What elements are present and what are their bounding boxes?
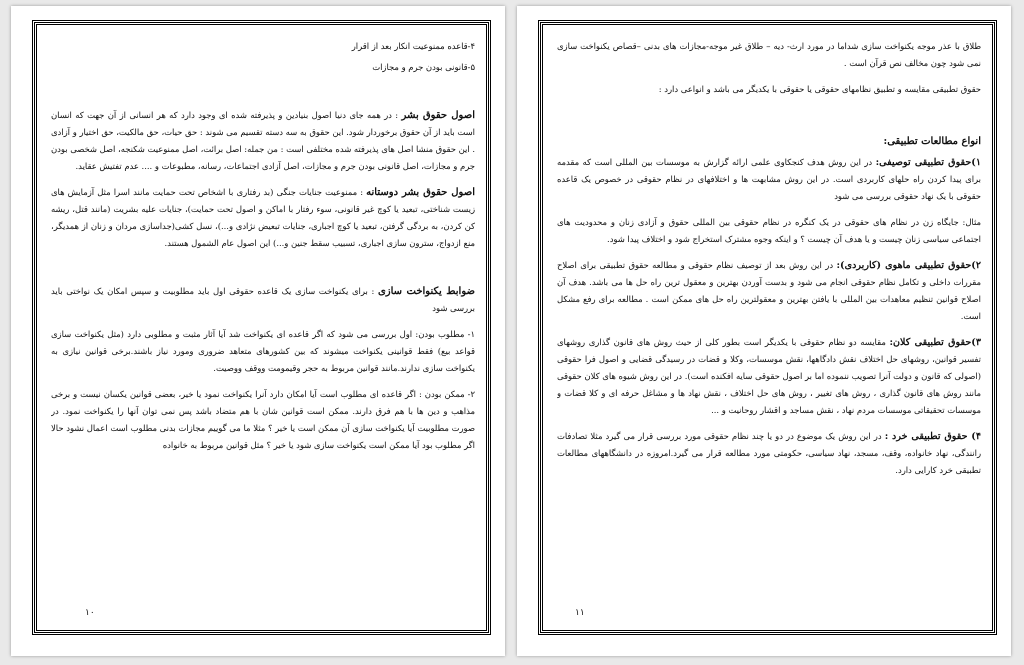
heading-human-rights: اصول حقوق بشر bbox=[401, 110, 475, 121]
paragraph-humanitarian-rights bbox=[51, 184, 475, 252]
body-human-rights: : در همه جای دنیا اصول بنیادین و پذیرفته شده ای وجود دارد که هر انسانی از آن جهت که انسان است باید از آن حقوق برخوردار شود. این حقوق به سه دسته تقسیم می شوند : حق حیات، حق مالکیت، حق اختیار و آزادی . این حقوق منشا اصل های پذیرفته شده مختلفی است : من جمله: اصل برائت، اصل ممنوعیت شکنجه، اصل شخصی بودن جرم و مجازات، اصل قانونی بودن جرم و مجازات، اصل آزادی اجتماعات، رسانه، مطبوعات و .... عدم تفتیش عقاید. bbox=[51, 110, 475, 171]
heading-unification: ضوابط یکنواخت سازی bbox=[377, 286, 475, 297]
heading-type-1: ۱)حقوق تطبیقی توصیفی: bbox=[875, 157, 981, 168]
paragraph-unification bbox=[51, 283, 475, 317]
spacer bbox=[51, 85, 475, 107]
page-number-left: ۱۰ bbox=[85, 608, 95, 618]
page-right bbox=[517, 6, 1011, 656]
paragraph-type-1 bbox=[557, 154, 981, 205]
body-type-2: در این روش بعد از توصیف نظام حقوقی و مطالعه حقوق تطبیقی برای اصلاح مقررات داخلی و تکامل نظام حقوقی انجام می شود و بدست آوردن بهترین و معقول ترین راه حل ها می باشد. هدف آن اصلاح قوانین تنظیم معاهدات بین المللی با یافتن بهترین و معقولترین راه حل های ممکن است . مطالعه برای رفع مشکل است. bbox=[557, 260, 981, 321]
paragraph-type-4 bbox=[557, 428, 981, 479]
spacer bbox=[557, 107, 981, 133]
heading-type-4: ۴) حقوق تطبیقی خرد : bbox=[884, 431, 981, 442]
heading-types: انواع مطالعات تطبیقی: bbox=[883, 136, 981, 147]
paragraph-possibility: ۲- ممکن بودن : اگر قاعده ای مطلوب است آیا امکان دارد آنرا یکنواخت نمود یا خیر، بعضی قوانین یکسان نیست و برخی مذاهب و دین ها با هم فرق دارند. ممکن است قوانین شان با هم متضاد باشد پس نمی توان آنها را یکنواخت نمود. در صورت مطلوبیت آیا یکنواخت سازی آن ممکن است یا خیر ؟ مثلا ما می گوییم مجازات بدنی مطلوب است اعمال نشود حالا اگر مطلوب بود آیا ممکن است یکنواخت سازی شود یا خیر ؟ مثل قوانین مربوط به خانواده bbox=[51, 389, 475, 450]
paragraph-type-2 bbox=[557, 257, 981, 325]
paragraph-human-rights bbox=[51, 107, 475, 175]
heading-humanitarian-rights: اصول حقوق بشر دوستانه bbox=[366, 187, 475, 198]
body-type-4: در این روش یک موضوع در دو یا چند نظام حقوقی مورد بررسی قرار می گیرد مثلا تصادفات رانندگی، نهاد خانواده، وقف، مسجد، نهاد سیاسی، حکومتی مورد مطالعه قرار می گیرد.امروزه در دانشگاههای مطالعات تطبیقی خرد کارایی دارد. bbox=[557, 431, 981, 475]
page-left bbox=[11, 6, 505, 656]
heading-type-3: ۳)حقوق تطبیقی کلان: bbox=[889, 337, 981, 348]
paragraph-comparative-intro: حقوق تطبیقی مقایسه و تطبیق نظامهای حقوقی یا حقوقی با یکدیگر می باشد و انواعی دارد : bbox=[658, 84, 981, 94]
body-unification: : برای یکنواخت سازی یک قاعده حقوقی اول باید مطلوبیت و سپس امکان یک نواختی باید بررسی شود bbox=[51, 286, 475, 313]
page-content-right bbox=[557, 38, 981, 596]
list-item-4: ۴-قاعده ممنوعیت انکار بعد از اقرار bbox=[351, 41, 475, 51]
body-type-1: در این روش هدف کنجکاوی علمی ارائه گزارش به موسسات بین المللی است که مقدمه برای پیدا کردن راه حلهای کاربردی است. در این روش مشابهت ها و اختلافهای در نظام حقوقی در خصوص یک قاعده حقوقی با یک نهاد حقوقی بررسی می شود bbox=[557, 157, 981, 201]
paragraph-desirability: ۱- مطلوب بودن: اول بررسی می شود که اگر قاعده ای یکنواخت شد آیا آثار مثبت و مطلوبی دارد (مثل یکنواخت سازی قواعد بیع) فقط قوانینی یکنواخت میشوند که بین کشورهای متعاهد ضروری ومورد نیاز باشند.برخی قوانین نیازی به یکنواخت سازی ندارند.مانند قوانین مربوط به حجر وقیمومت ووقف ووصیت. bbox=[51, 329, 475, 373]
heading-type-2: ۲)حقوق تطبیقی ماهوی (کاربردی): bbox=[836, 260, 981, 271]
list-item-5: ۵-قانونی بودن جرم و مجازات bbox=[372, 62, 475, 72]
page-number-right: ۱۱ bbox=[575, 608, 585, 618]
paragraph-example: مثال: جایگاه زن در نظام های حقوقی در یک کنگره در نظام حقوقی بین المللی حقوق و آزادی زنان و محدودیت های اجتماعی سیاسی زنان چیست و یا هدف آن چیست ؟ و اینکه وجوه مشترک استخراج شود و اختلاف پیدا شود. bbox=[557, 217, 981, 244]
page-content-left bbox=[51, 38, 475, 596]
spacer bbox=[51, 261, 475, 283]
body-humanitarian-rights: : ممنوعیت جنایات جنگی (بد رفتاری با اشخاص تحت حمایت مانند اسرا مثل آزمایش های زیست شناختی، تبعید یا کوچ غیر قانونی، سوء رفتار با اماکن و اصول تحت حمایت)، جنایات علیه بشریت (مانند قتل، ریشه کن کردن، به بردگی گرفتن، تبعید یا کوچ اجباری، جنایات تبعیض نژادی و...)، نسل کشی(جداسازی مردان و زنان از همدیگر، منع ازدواج، سترون سازی اجباری، تسبیب سقط جنین و...) این اصول عام الشمول هستند. bbox=[51, 187, 475, 248]
paragraph-type-3 bbox=[557, 334, 981, 419]
paragraph-intro: طلاق با عذر موجه یکنواخت سازی شداما در مورد ارث- دیه – طلاق غیر موجه-مجازات های بدنی –قصاص یکنواخت سازی نمی شود چون مخالف نص قرآن است . bbox=[557, 41, 981, 68]
body-type-3: مقایسه دو نظام حقوقی با یکدیگر است بطور کلی از حیث روش های قانون گذاری روشهای تفسیر قوانین، روشهای حل اختلاف نقش دادگاهها، نقش موسسات، وکلا و قضات در رسیدگی قضایی و اصول فرا حقوقی (اصولی که قانون و دولت آنرا تصویب ننموده اما بر اصول حقوقی سایه افکنده است). در این روش شیوه های کلان حقوقی مانند روش های قانون گذاری ، روش های تغییر ، روش های حل اختلاف ، نقش نهاد ها و مشاغل حرفه ای و کلا قضات و موسسات تحقیقاتی موسسات مردم نهاد ، نقش مساجد و اقشار روحانیت و ... bbox=[557, 337, 981, 415]
